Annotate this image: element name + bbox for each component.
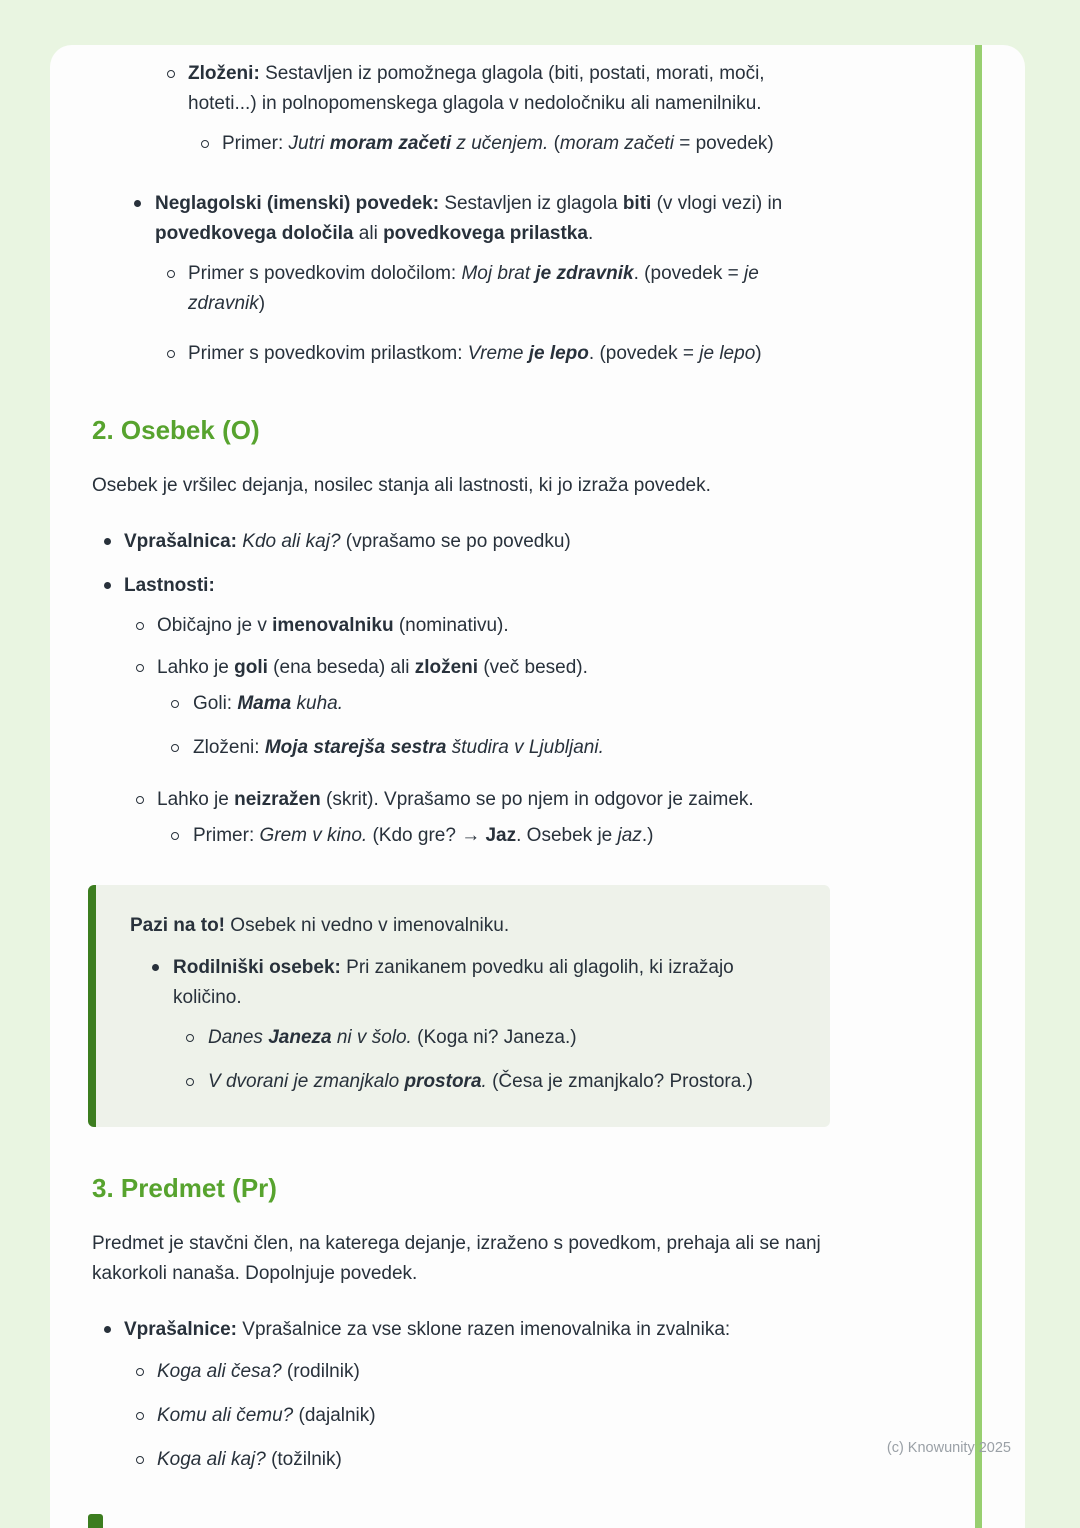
list-item-zlozeni-primer: Primer: Jutri moram začeti z učenjem. (moram začeti = povedek) [92, 129, 832, 159]
callout-item-rodilniski-osebek: Rodilniški osebek: Pri zanikanem povedku ali glagolih, ki izražajo količino. [96, 953, 800, 1013]
callout-item-primer-prostora: V dvorani je zmanjkalo prostora. (Česa je zmanjkalo? Prostora.) [96, 1067, 800, 1097]
paragraph-osebek-intro: Osebek je vršilec dejanja, nosilec stanja ali lastnosti, ki jo izraža povedek. [92, 475, 711, 496]
list-item-goli-primer: Goli: Mama kuha. [92, 689, 832, 719]
list-item-dajalnik: Komu ali čemu? (dajalnik) [92, 1401, 832, 1431]
list-item-rodilnik: Koga ali česa? (rodilnik) [92, 1357, 832, 1387]
paragraph-predmet-intro: Predmet je stavčni člen, na katerega dejanje, izraženo s povedkom, prehaja ali se nanj kakorkoli nanaša. Dopolnjuje povedek. [92, 1233, 821, 1284]
list-item-lastnosti: Lastnosti: [92, 571, 832, 601]
list-item-zlozeni-sestra-primer: Zloženi: Moja starejša sestra študira v Ljubljani. [92, 733, 832, 763]
callout-item-primer-janeza: Danes Janeza ni v šolo. (Koga ni? Janeza.) [96, 1023, 800, 1053]
section-heading-osebek: 2. Osebek (O) [92, 415, 260, 445]
list-item-neizrazen: Lahko je neizražen (skrit). Vprašamo se po njem in odgovor je zaimek. [92, 785, 832, 815]
list-item-tozilnik: Koga ali kaj? (tožilnik) [92, 1445, 832, 1475]
list-item-zlozeni: Zloženi: Sestavljen iz pomožnega glagola (biti, postati, morati, moči, hoteti...) in polnopomenskega glagola v nedoločniku ali namenilniku. [92, 59, 832, 119]
list-item-primer-dolocilo: Primer s povedkovim določilom: Moj brat je zdravnik. (povedek = je zdravnik) [92, 259, 832, 319]
list-item-neglagolski-povedek: Neglagolski (imenski) povedek: Sestavljen iz glagola biti (v vlogi vezi) in povedkovega določila ali povedkovega prilastka. [92, 189, 832, 249]
section-heading-predmet: 3. Predmet (Pr) [92, 1173, 277, 1203]
callout-note [88, 885, 830, 1127]
list-item-vprasalnice: Vprašalnice: Vprašalnice za vse sklone razen imenovalnika in zvalnika: [92, 1315, 832, 1345]
list-item-goli-zlozeni: Lahko je goli (ena beseda) ali zloženi (več besed). [92, 653, 832, 683]
right-accent-line [975, 45, 982, 1528]
callout-title: Pazi na to! Osebek ni vedno v imenovalniku. [130, 915, 510, 936]
list-item-neizrazen-primer: Primer: Grem v kino. (Kdo gre? → Jaz. Osebek je jaz.) [92, 821, 832, 851]
list-item-vprasalnica: Vprašalnica: Kdo ali kaj? (vprašamo se po povedku) [92, 527, 832, 557]
document-content [50, 45, 832, 1475]
list-item-primer-prilastek: Primer s povedkovim prilastkom: Vreme je lepo. (povedek = je lepo) [92, 339, 832, 369]
copyright-footer: (c) Knowunity 2025 [886, 1440, 1011, 1456]
document-page [50, 45, 1025, 1528]
next-callout-border-stub [88, 1514, 103, 1528]
list-item-obicajno: Običajno je v imenovalniku (nominativu). [92, 611, 832, 641]
